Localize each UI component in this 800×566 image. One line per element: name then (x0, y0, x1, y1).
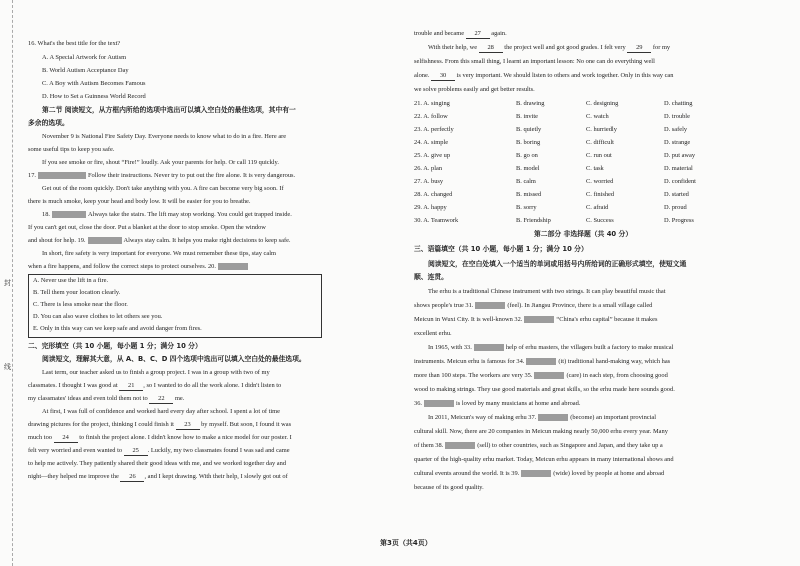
answer-blank-37[interactable] (538, 414, 568, 421)
passage-line: Meicun in Wuxi City. It is well-known 32. “China's erhu capital” because it makes (414, 316, 658, 323)
choice-row-21: 21. A. singing B. drawing C. designing D. chatting (414, 100, 693, 107)
q16-option-a: A. A Special Artwork for Autism (42, 54, 127, 61)
cloze-instructions: 阅读短文，理解其大意，从 A、B、C、D 四个选项中选出可以填入空白处的最佳选项。 (42, 355, 306, 363)
passage-line: drawing pictures for the project, thinking I could finish it 23 by myself. But soon, I found it was (28, 421, 292, 428)
cloze-blank-23: 23 (176, 421, 200, 430)
answer-blank-17[interactable] (38, 172, 86, 179)
passage-line: we solve problems easily and get better results. (414, 86, 535, 93)
choice-row-26: 26. A. plan B. model C. task D. material (414, 165, 693, 172)
choice-row-29: 29. A. happy B. sorry C. afraid D. proud (414, 204, 687, 211)
section3-instructions: 阅读短文，在空白处填入一个适当的单词或用括号内所给词的正确形式填空，使短文通 (428, 260, 687, 268)
blank-number-17: 17. (28, 172, 36, 179)
cloze-blank-29: 29 (627, 44, 651, 53)
box-option-a: A. Never use the lift in a fire. (33, 277, 109, 284)
box-option-e: E. Only in this way can we keep safe and avoid danger from fires. (33, 325, 202, 332)
passage-line: much too 24 to finish the project alone. I didn't know how to make a nice model for our poster. I (28, 434, 292, 441)
choice-row-28: 28. A. changed B. missed C. finished D. started (414, 191, 689, 198)
passage-line: excellent erhu. (414, 330, 452, 337)
cloze-blank-24: 24 (54, 434, 78, 443)
answer-blank-39[interactable] (521, 470, 551, 477)
passage-line: trouble and became 27 again. (414, 30, 507, 37)
passage-line: Get out of the room quickly. Don't take anything with you. A fire can become very big soon. If (42, 185, 284, 192)
passage-line: 36. is loved by many musicians at home and abroad. (414, 400, 581, 407)
margin-mark-line: 线 (4, 363, 11, 371)
passage-line: cultural skill. Now, there are 20 companies in Meicun making nearly 50,000 erhu every year. Many (414, 428, 668, 435)
passage-line: If you can't get out, close the door. Put a blanket at the door to stop smoke. Open the window (28, 224, 266, 231)
passage-line: and shout for help. 19. Always stay calm. It helps you make right decisions to keep safe. (28, 237, 291, 244)
passage-line: 17. Follow their instructions. Never try to put out the fire alone. It is very dangerous. (28, 172, 296, 179)
section3-title: 三、语篇填空（共 10 小题，每小题 1 分；满分 10 分） (414, 245, 588, 253)
passage-line: quarter of the high-quality erhu market. Today, Meicun erhu appears in many international shows and (414, 456, 674, 463)
passage-line: 18. Always take the stairs. The lift may stop working. You could get trapped inside. (42, 211, 292, 218)
choice-row-23: 23. A. perfectly B. quietly C. hurriedly D. safely (414, 126, 688, 133)
answer-blank-32[interactable] (524, 316, 554, 323)
passage-line: to help me actively. They patiently shared their good ideas with me, and we worked together day and (28, 460, 287, 467)
choice-row-25: 25. A. give up B. go on C. run out D. put away (414, 152, 696, 159)
q16-option-d: D. How to Set a Guinness World Record (42, 93, 146, 100)
part2-title: 第二部分 非选择题（共 40 分） (534, 230, 633, 238)
passage-line: Last term, our teacher asked us to finish a group project. I was in a group with two of my (42, 369, 270, 376)
passage-line: At first, I was full of confidence and worked hard every day after school. I spent a lot of time (42, 408, 280, 415)
passage-line: cultural events around the world. It is 39. (wide) loved by people at home and abroad (414, 470, 665, 477)
answer-blank-35[interactable] (534, 372, 564, 379)
answer-blank-38[interactable] (445, 442, 475, 449)
passage-line: because of its good quality. (414, 484, 484, 491)
passage-line: of them 38. (sell) to other countries, such as Singapore and Japan, and they take up a (414, 442, 663, 449)
section2-title: 第二节 阅读短文，从方框内所给的选项中选出可以填入空白处的最佳选项，其中有一 (42, 106, 296, 114)
passage-line: night—they helped me improve the 26 , and I kept drawing. With their help, I slowly got out of (28, 473, 288, 480)
passage-line: selfishness. From this small thing, I learnt an important lesson: No one can do everything well (414, 58, 655, 65)
box-option-d: D. You can also wave clothes to let others see you. (33, 313, 163, 320)
q16-option-b: B. World Autism Acceptance Day (42, 67, 129, 74)
box-option-c: C. There is less smoke near the floor. (33, 301, 128, 308)
passage-line: In 2011, Meicun's way of making erhu 37. (become) an important provincial (428, 414, 657, 421)
passage-line: felt very worried and even wanted to 25 . Luckily, my two classmates found I was sad and came (28, 447, 290, 454)
question-16: 16. What's the best title for the text? (28, 40, 121, 47)
section3-instructions-cont: 顺、连贯。 (414, 273, 448, 281)
margin-mark-seal: 封 (4, 279, 11, 287)
binding-line (12, 0, 13, 566)
page-number: 第3页（共4页） (380, 539, 432, 547)
answer-blank-34[interactable] (526, 358, 556, 365)
passage-line: classmates. I thought I was good at 21 , so I wanted to do all the work alone. I didn't listen to (28, 382, 282, 389)
q16-option-c: C. A Boy with Autism Becomes Famous (42, 80, 146, 87)
choice-row-27: 27. A. busy B. calm C. worried D. confident (414, 178, 696, 185)
passage-line: If you see smoke or fire, shout “Fire!” loudly. Ask your parents for help. Or call 119 quickly. (42, 159, 279, 166)
passage-line: more than 100 steps. The workers are very 35. (care) in each step, from choosing good (414, 372, 668, 379)
answer-blank-18[interactable] (52, 211, 86, 218)
cloze-blank-25: 25 (124, 447, 148, 456)
cloze-blank-22: 22 (149, 395, 173, 404)
passage-line: some useful tips to keep you safe. (28, 146, 115, 153)
passage-line: The erhu is a traditional Chinese instrument with two strings. It can play beautiful music that (428, 288, 666, 295)
cloze-blank-27: 27 (466, 30, 490, 39)
passage-line: wood to making strings. They use good materials and great skills, so the erhu made here sounds good. (414, 386, 675, 393)
answer-blank-19[interactable] (88, 237, 122, 244)
cloze-blank-28: 28 (479, 44, 503, 53)
passage-line: In 1965, with 33. help of erhu masters, the villagers built a factory to make musical (428, 344, 674, 351)
answer-blank-31[interactable] (475, 302, 505, 309)
cloze-blank-30: 30 (431, 72, 455, 81)
cloze-section-title: 二、完形填空（共 10 小题，每小题 1 分；满分 10 分） (28, 342, 202, 350)
passage-line: alone. 30 is very important. We should listen to others and work together. Only in this way can (414, 72, 674, 79)
cloze-blank-26: 26 (120, 473, 144, 482)
choice-row-30: 30. A. Teamwork B. Friendship C. Success D. Progress (414, 217, 694, 224)
box-option-b: B. Tell them your location clearly. (33, 289, 121, 296)
answer-blank-20[interactable] (218, 263, 248, 270)
passage-line: when a fire happens, and follow the correct steps to protect ourselves. 20. (28, 263, 250, 271)
choice-row-24: 24. A. simple B. boring C. difficult D. strange (414, 139, 691, 146)
passage-line: my classmates' ideas and even told them not to 22 me. (28, 395, 185, 402)
passage-line: November 9 is National Fire Safety Day. Everyone needs to know what to do in a fire. Here are (42, 133, 287, 140)
passage-line: there is much smoke, keep your head and body low. It will be easier for you to breathe. (28, 198, 251, 205)
passage-line: shows people's true 31. (feel). In Jiangsu Province, there is a small village called (414, 302, 653, 309)
passage-line: instruments. Meicun erhu is famous for 34. (it) traditional hand-making way, which has (414, 358, 671, 365)
passage-line: With their help, we 28 the project well and got good grades. I felt very 29 for my (428, 44, 671, 51)
answer-blank-33[interactable] (474, 344, 504, 351)
cloze-blank-21: 21 (119, 382, 143, 391)
section2-title-cont: 多余的选项。 (28, 119, 69, 127)
answer-blank-36[interactable] (424, 400, 454, 407)
passage-line: In short, fire safety is very important for everyone. We must remember these tips, stay calm (42, 250, 276, 257)
options-box (28, 274, 322, 338)
choice-row-22: 22. A. follow B. invite C. watch D. trouble (414, 113, 690, 120)
